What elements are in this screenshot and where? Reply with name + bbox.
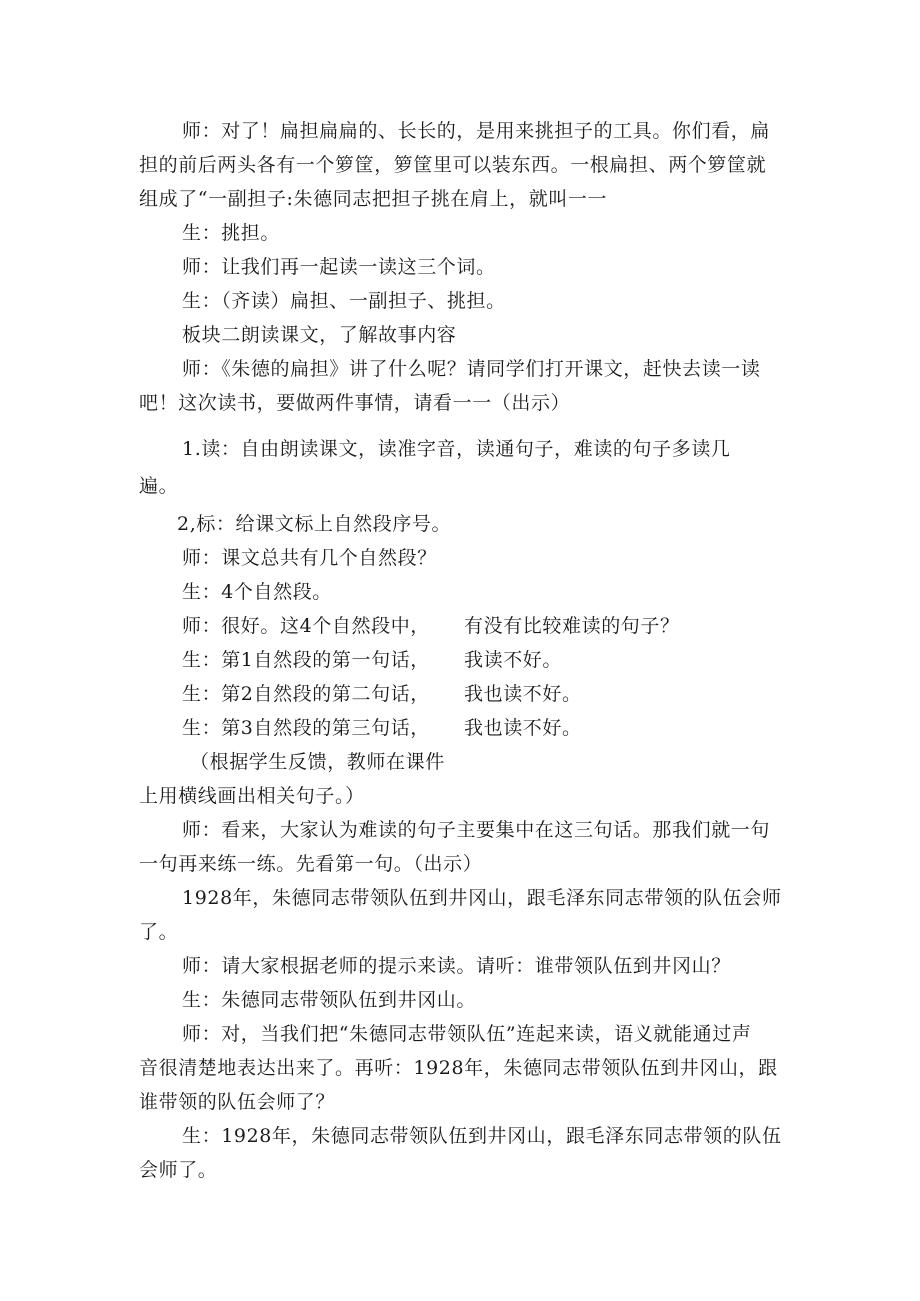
paragraph-line: 吧！这次读书，要做两件事情，请看一一（出示）: [139, 392, 571, 414]
paragraph-line: 师：对了！扁担扁扁的、长长的，是用来挑担子的工具。你们看，扁: [182, 120, 771, 142]
paragraph-line: 遍。: [139, 475, 179, 497]
paragraph-line: 师：课文总共有几个自然段？: [182, 547, 437, 569]
paragraph-line: 生：4个自然段。: [182, 581, 332, 603]
paragraph-line: 生：挑担。: [182, 222, 281, 244]
paragraph-line: 生：第2自然段的第二句话，: [182, 683, 430, 705]
paragraph-line-continued: 我也读不好。: [464, 683, 582, 705]
task-item-read: 1.读：自由朗读课文，读准字音，读通句子，难读的句子多读几: [182, 438, 731, 460]
paragraph-line: 一句再来练一练。先看第一句。（出示）: [139, 853, 483, 875]
paragraph-line: 音很清楚地表达出来了。再听：1928年，朱德同志带领队伍到井冈山，跟: [139, 1057, 778, 1079]
paragraph-line: 会师了。: [139, 1159, 218, 1181]
paragraph-line-continued: 我也读不好。: [464, 717, 582, 739]
paragraph-line: 生：第1自然段的第一句话，: [182, 649, 430, 671]
paragraph-line-continued: 有没有比较难读的句子？: [464, 615, 680, 637]
paragraph-line: 师：让我们再一起读一读这三个词。: [182, 256, 496, 278]
paragraph-line-continued: 我读不好。: [464, 649, 563, 671]
paragraph-line: 生：朱德同志带领队伍到井冈山。: [182, 989, 477, 1011]
task-item-mark: 2,标：给课文标上自然段序号。: [177, 513, 452, 535]
paragraph-line: 谁带领的队伍会师了？: [139, 1091, 336, 1113]
paragraph-line: （根据学生反馈，教师在课件: [190, 751, 445, 773]
paragraph-line: 生：（齐读）扁担、一副担子、挑担。: [182, 290, 506, 312]
paragraph-line: 师：《朱德的扁担》讲了什么呢？请同学们打开课文，赶快去读一读: [182, 358, 761, 380]
paragraph-line: 组成了“一副担子:朱德同志把担子挑在肩上，就叫一一: [139, 188, 608, 210]
paragraph-line: 上用横线画出相关句子。）: [139, 785, 365, 807]
paragraph-line: 师：很好。这4个自然段中，: [182, 615, 430, 637]
section-heading: 板块二朗读课文，了解故事内容: [182, 324, 457, 346]
paragraph-line: 生：1928年，朱德同志带领队伍到井冈山，跟毛泽东同志带领的队伍: [182, 1125, 782, 1147]
quoted-sentence: 1928年，朱德同志带领队伍到井冈山，跟毛泽东同志带领的队伍会师: [182, 887, 782, 909]
paragraph-line: 生：第3自然段的第三句话，: [182, 717, 430, 739]
paragraph-line: 师：看来，大家认为难读的句子主要集中在这三句话。那我们就一句: [182, 819, 771, 841]
paragraph-line: 师：对，当我们把“朱德同志带领队伍”连起来读，语义就能通过声: [182, 1023, 752, 1045]
paragraph-line: 担的前后两头各有一个箩筐，箩筐里可以装东西。一根扁担、两个箩筐就: [139, 154, 767, 176]
paragraph-line: 师：请大家根据老师的提示来读。请听：谁带领队伍到井冈山？: [182, 955, 731, 977]
quoted-sentence: 了。: [139, 921, 179, 943]
